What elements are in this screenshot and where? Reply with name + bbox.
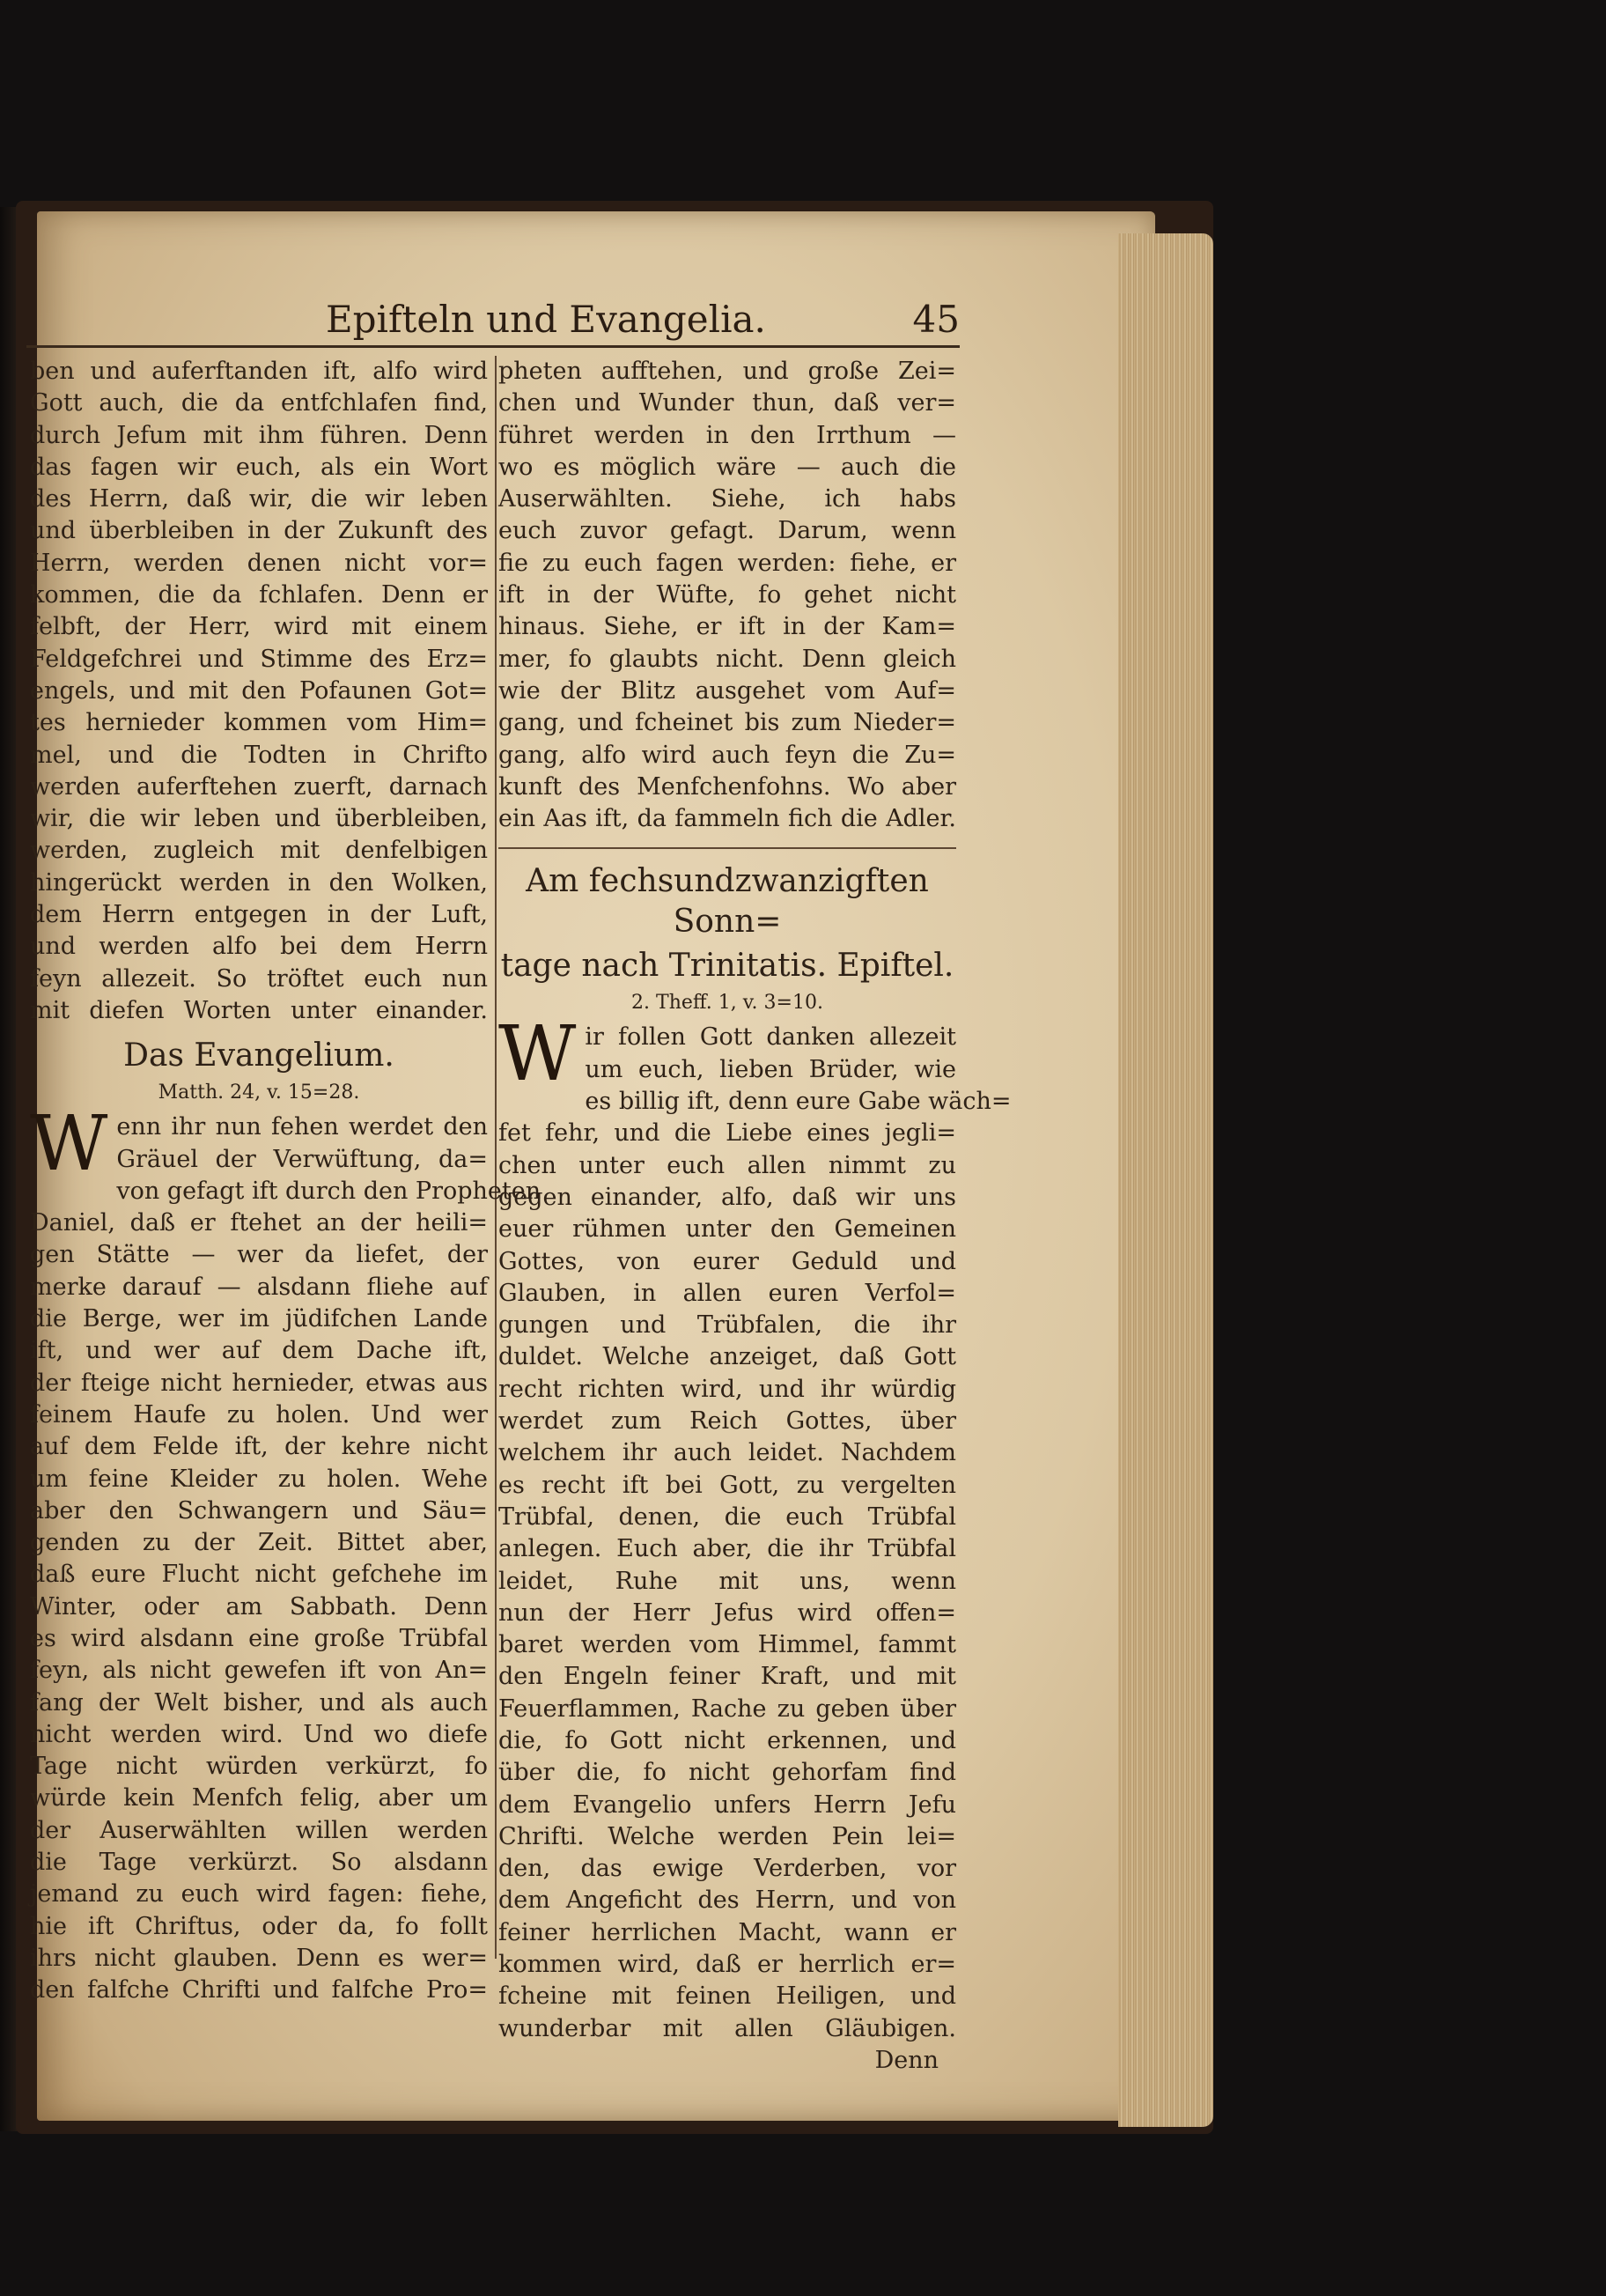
page-number: 45 [912, 298, 960, 341]
text-line: Feuerflammen, Rache zu geben über [498, 1694, 956, 1723]
text-line: hie ift Chriftus, oder da, fo follt [30, 1912, 488, 1940]
text-line: den, das ewige Verderben, vor [498, 1855, 956, 1883]
text-line: Gott auch, die da entfchlafen find, [30, 389, 488, 417]
drop-initial: W [498, 1010, 577, 1099]
text-line: duldet. Welche anzeiget, daß Gott [498, 1343, 956, 1371]
text-line: feyn allezeit. So tröftet euch nun [30, 964, 488, 993]
text-line: Auserwählten. Siehe, ich habs [498, 485, 956, 513]
epistle-opening [498, 1010, 956, 1099]
epistle-heading-line2: tage nach Trinitatis. Epiftel. [500, 948, 954, 985]
text-line: merke darauf — alsdann fliehe auf [30, 1273, 488, 1301]
text-line: den Engeln feiner Kraft, und mit [498, 1663, 956, 1691]
gospel-opening [30, 1100, 488, 1189]
text-line: Chrifti. Welche werden Pein lei= [498, 1822, 956, 1850]
text-line: ihrs nicht glauben. Denn es wer= [30, 1944, 488, 1972]
text-line: nicht werden wird. Und wo diefe [30, 1720, 488, 1748]
section-divider [498, 847, 956, 849]
epistle-heading-line1: Am fechsundzwanzigften Sonn= [526, 863, 929, 941]
left-continuation-text [30, 356, 488, 1027]
text-line: mer, fo glaubts nicht. Denn gleich [498, 645, 956, 673]
text-line: dem Herrn entgegen in der Luft, [30, 901, 488, 929]
text-line: mel, und die Todten in Chrifto [30, 741, 488, 769]
text-line: euch zuvor gefagt. Darum, wenn [498, 517, 956, 545]
header-rule [26, 345, 960, 348]
text-line: genden zu der Zeit. Bittet aber, [30, 1529, 488, 1557]
text-line: ir follen Gott danken allezeit [585, 1023, 956, 1052]
text-line: und werden alfo bei dem Herrn [30, 933, 488, 961]
text-line: fang der Welt bisher, und als auch [30, 1688, 488, 1716]
right-continuation-text [498, 356, 956, 835]
text-line: Tage nicht würden verkürzt, fo [30, 1753, 488, 1781]
text-line: chen unter euch allen nimmt zu [498, 1151, 956, 1179]
text-line: fet fehr, und die Liebe eines jegli= [498, 1119, 956, 1148]
text-line: wie der Blitz ausgehet vom Auf= [498, 676, 956, 705]
text-line: kommen, die da fchlafen. Denn er [30, 581, 488, 609]
text-line: anlegen. Euch aber, die ihr Trübfal [498, 1535, 956, 1563]
text-line: Feldgefchrei und Stimme des Erz= [30, 645, 488, 673]
text-line: chen und Wunder thun, daß ver= [498, 389, 956, 417]
text-line: Winter, oder am Sabbath. Denn [30, 1592, 488, 1620]
text-line: kommen wird, daß er herrlich er= [498, 1951, 956, 1979]
text-line: jemand zu euch wird fagen: fiehe, [30, 1880, 488, 1908]
text-line: kunft des Menfchenfohns. Wo aber [498, 772, 956, 801]
text-line: der fteige nicht hernieder, etwas aus [30, 1369, 488, 1397]
text-line: pheten aufftehen, und große Zei= [498, 358, 956, 385]
text-line: Gräuel der Verwüftung, da= [116, 1145, 488, 1173]
text-line: hinaus. Siehe, er ift in der Kam= [498, 613, 956, 641]
text-line: tes hernieder kommen vom Him= [30, 709, 488, 737]
gospel-body-text [30, 1176, 541, 2007]
text-line: engels, und mit den Pofaunen Got= [30, 676, 488, 705]
page-fore-edge [1118, 233, 1213, 2127]
catchword: Denn [874, 2046, 939, 2074]
text-line: ein Aas ift, da fammeln fich die Adler. [498, 805, 956, 833]
text-line: des Herrn, daß wir, die wir leben [30, 485, 488, 513]
text-line: ift, und wer auf dem Dache ift, [30, 1337, 488, 1365]
text-line: fcheine mit feinen Heiligen, und [498, 1982, 956, 2011]
epistle-body-text [498, 1086, 1012, 2045]
text-line: wunderbar mit allen Gläubigen. [498, 2014, 956, 2042]
gospel-reference: Matth. 24, v. 15=28. [158, 1082, 360, 1104]
text-line: euer rühmen unter den Gemeinen [498, 1215, 956, 1244]
right-column [498, 356, 1012, 2077]
text-line: die Tage verkürzt. So alsdann [30, 1849, 488, 1877]
text-line: feiner herrlichen Macht, wann er [498, 1918, 956, 1946]
drop-initial: W [30, 1100, 108, 1189]
text-line: und überbleiben in der Zukunft des [30, 517, 488, 545]
text-line: um feine Kleider zu holen. Wehe [30, 1465, 488, 1493]
text-line: feyn, als nicht gewefen ift von An= [30, 1657, 488, 1685]
text-line: enn ihr nun fehen werdet den [116, 1113, 488, 1141]
text-line: Glauben, in allen euren Verfol= [498, 1279, 956, 1307]
text-line: um euch, lieben Brüder, wie [585, 1055, 956, 1083]
text-line: recht richten wird, und ihr würdig [498, 1375, 956, 1403]
text-line: baret werden vom Himmel, fammt [498, 1631, 956, 1659]
text-line: durch Jefum mit ihm führen. Denn [30, 421, 488, 449]
running-title: Epifteln und Evangelia. [326, 298, 766, 341]
text-line: mit diefen Worten unter einander. [30, 996, 488, 1024]
text-line: Trübfal, denen, die euch Trübfal [498, 1502, 956, 1531]
text-line: gang, und fcheinet bis zum Nieder= [498, 709, 956, 737]
text-line: gang, alfo wird auch feyn die Zu= [498, 741, 956, 769]
text-line: würde kein Menfch felig, aber um [30, 1784, 488, 1812]
text-line: die, fo Gott nicht erkennen, und [498, 1726, 956, 1754]
running-header [26, 298, 960, 347]
text-line: nun der Herr Jefus wird offen= [498, 1598, 956, 1627]
text-line: ift in der Wüfte, fo gehet nicht [498, 581, 956, 609]
text-line: welchem ihr auch leidet. Nachdem [498, 1439, 956, 1467]
text-line: es recht ift bei Gott, zu vergelten [498, 1471, 956, 1499]
text-line: werden, zugleich mit denfelbigen [30, 837, 488, 865]
text-line: führet werden in den Irrthum — [498, 421, 956, 449]
text-line: gungen und Trübfalen, die ihr [498, 1311, 956, 1340]
text-line: hingerückt werden in den Wolken, [30, 868, 488, 897]
text-line: daß eure Flucht nicht gefchehe im [30, 1561, 488, 1589]
text-line: gegen einander, alfo, daß wir uns [498, 1183, 956, 1211]
text-line: von gefagt ift durch den Propheten [116, 1177, 541, 1205]
text-line: Herrn, werden denen nicht vor= [30, 549, 488, 577]
text-line: es wird alsdann eine große Trübfal [30, 1624, 488, 1652]
text-line: werden auferftehen zuerft, darnach [30, 772, 488, 801]
text-line: die Berge, wer im jüdifchen Lande [30, 1305, 488, 1333]
text-line: dem Angeficht des Herrn, und von [498, 1886, 956, 1915]
epistle-reference: 2. Theff. 1, v. 3=10. [631, 992, 823, 1015]
text-line: wir, die wir leben und überbleiben, [30, 805, 488, 833]
text-line: dem Evangelio unfers Herrn Jefu [498, 1790, 956, 1819]
text-line: fie zu euch fagen werden: fiehe, er [498, 549, 956, 577]
left-column [30, 356, 541, 2004]
text-line: leidet, Ruhe mit uns, wenn [498, 1567, 956, 1595]
text-line: aber den Schwangern und Säu= [30, 1496, 488, 1525]
text-line: es billig ift, denn eure Gabe wäch= [585, 1088, 1012, 1116]
text-line: den falfche Chrifti und falfche Pro= [30, 1976, 488, 2004]
text-line: felbft, der Herr, wird mit einem [30, 613, 488, 641]
text-line: Gottes, von eurer Geduld und [498, 1247, 956, 1275]
text-line: feinem Haufe zu holen. Und wer [30, 1400, 488, 1429]
gospel-heading: Das Evangelium. [123, 1037, 394, 1074]
text-line: gen Stätte — wer da liefet, der [30, 1241, 488, 1269]
text-line: über die, fo nicht gehorfam find [498, 1759, 956, 1787]
text-line: das fagen wir euch, als ein Wort [30, 453, 488, 481]
text-line: ben und auferftanden ift, alfo wird [30, 358, 488, 385]
text-line: auf dem Felde ift, der kehre nicht [30, 1433, 488, 1461]
text-line: wo es möglich wäre — auch die [498, 453, 956, 481]
text-line: werdet zum Reich Gottes, über [498, 1407, 956, 1436]
text-line: Daniel, daß er ftehet an der heili= [30, 1209, 488, 1237]
text-line: der Auserwählten willen werden [30, 1816, 488, 1844]
